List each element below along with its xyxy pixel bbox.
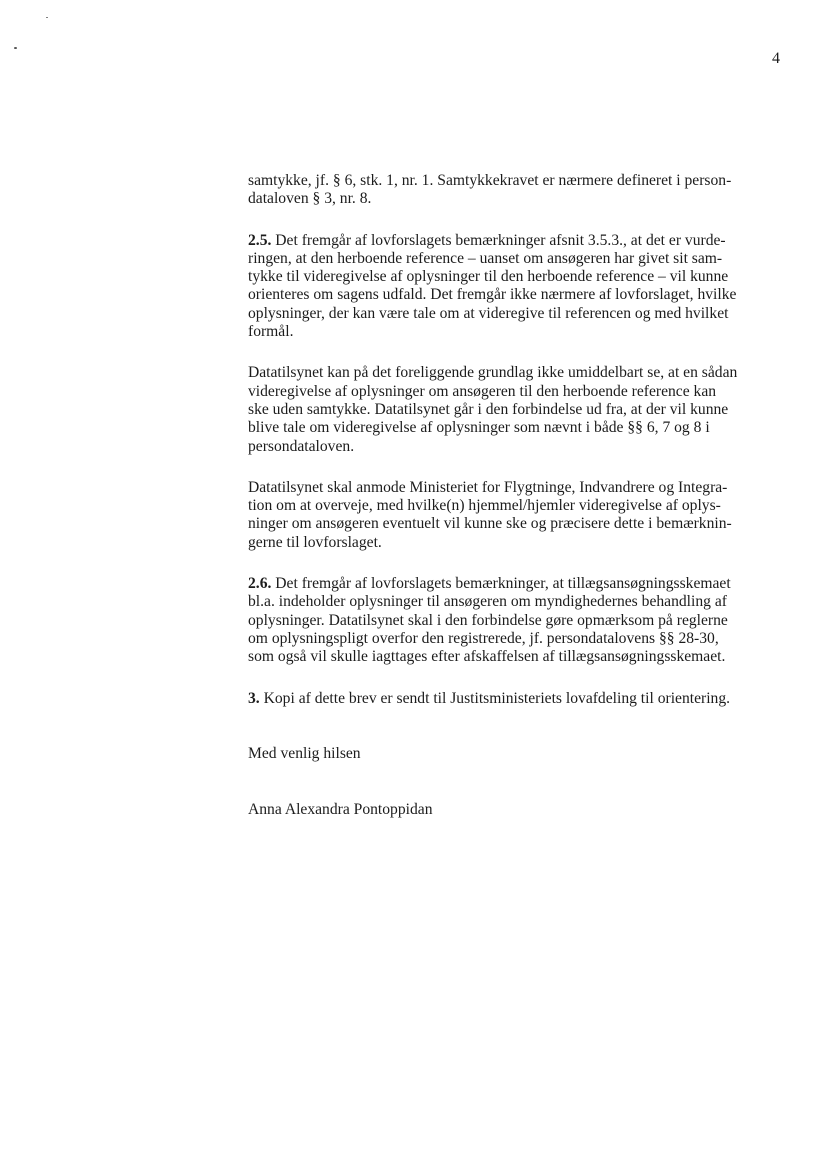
paragraph-number: 2.6.: [248, 575, 272, 593]
text-line: dataloven § 3, nr. 8.: [248, 190, 372, 208]
text-run: Det fremgår af lovforslagets bemærkninger afsnit 3.5.3., at det er vurde-: [271, 231, 726, 249]
text-line: [248, 690, 788, 708]
closing-salutation: Med venlig hilsen: [248, 745, 361, 762]
text-line: om oplysningspligt overfor den registrerede, jf. persondatalovens §§ 28-30,: [248, 629, 719, 647]
text-line: [248, 232, 788, 250]
text-line: oplysninger, der kan være tale om at videregive til referencen og med hvilket: [248, 304, 729, 322]
paragraph-datatilsynet-2: [248, 479, 788, 552]
scan-speck: [46, 17, 48, 18]
text-line: tykke til videregivelse af oplysninger til den herboende reference – vil kunne: [248, 268, 729, 286]
paragraph-2-6: [248, 575, 788, 666]
paragraph-number: 2.5.: [248, 231, 272, 249]
text-run: Kopi af dette brev er sendt til Justitsministeriets lovafdeling til orientering.: [259, 689, 731, 707]
text-line: Datatilsynet skal anmode Ministeriet for Flygtninge, Indvandrere og Integra-: [248, 478, 728, 496]
page-number: 4: [772, 50, 780, 67]
text-line: ninger om ansøgeren eventuelt vil kunne ske og præcisere dette i bemærknin-: [248, 515, 732, 533]
paragraph-datatilsynet-1: [248, 364, 788, 455]
text-line: ringen, at den herboende reference – uanset om ansøgeren har givet sit sam-: [248, 249, 723, 267]
text-line: samtykke, jf. § 6, stk. 1, nr. 1. Samtykkekravet er nærmere defineret i person-: [248, 172, 732, 189]
text-line: blive tale om videregivelse af oplysninger som nævnt i både §§ 6, 7 og 8 i: [248, 419, 710, 437]
text-line: [248, 575, 788, 593]
signature-block: [248, 745, 433, 820]
paragraph-3: [248, 690, 788, 708]
text-line: videregivelse af oplysninger om ansøgeren til den herboende reference kan: [248, 382, 717, 400]
scan-speck: [14, 47, 17, 49]
text-line: Datatilsynet kan på det foreliggende grundlag ikke umiddelbart se, at en sådan: [248, 364, 738, 382]
text-line: gerne til lovforslaget.: [248, 533, 382, 551]
text-line: orienteres om sagens udfald. Det fremgår ikke nærmere af lovforslaget, hvilke: [248, 286, 737, 304]
text-line: persondataloven.: [248, 437, 355, 455]
paragraph-intro: [248, 172, 788, 209]
letter-body: [248, 172, 788, 707]
text-line: bl.a. indeholder oplysninger til ansøgeren om myndighedernes behandling af: [248, 593, 727, 611]
paragraph-number: 3.: [248, 689, 260, 707]
text-line: ske uden samtykke. Datatilsynet går i den forbindelse ud fra, at der vil kunne: [248, 400, 729, 418]
text-line: som også vil skulle iagttages efter afskaffelsen af tillægsansøgningsskemaet.: [248, 648, 726, 666]
text-run: Det fremgår af lovforslagets bemærkninger, at tillægsansøgningsskemaet: [271, 575, 731, 593]
paragraph-2-5: [248, 232, 788, 342]
text-line: formål.: [248, 323, 294, 341]
signer-name: Anna Alexandra Pontoppidan: [248, 801, 433, 819]
text-line: oplysninger. Datatilsynet skal i den forbindelse gøre opmærksom på reglerne: [248, 611, 728, 629]
text-line: tion om at overveje, med hvilke(n) hjemmel/hjemler videregivelse af oplys-: [248, 497, 721, 515]
